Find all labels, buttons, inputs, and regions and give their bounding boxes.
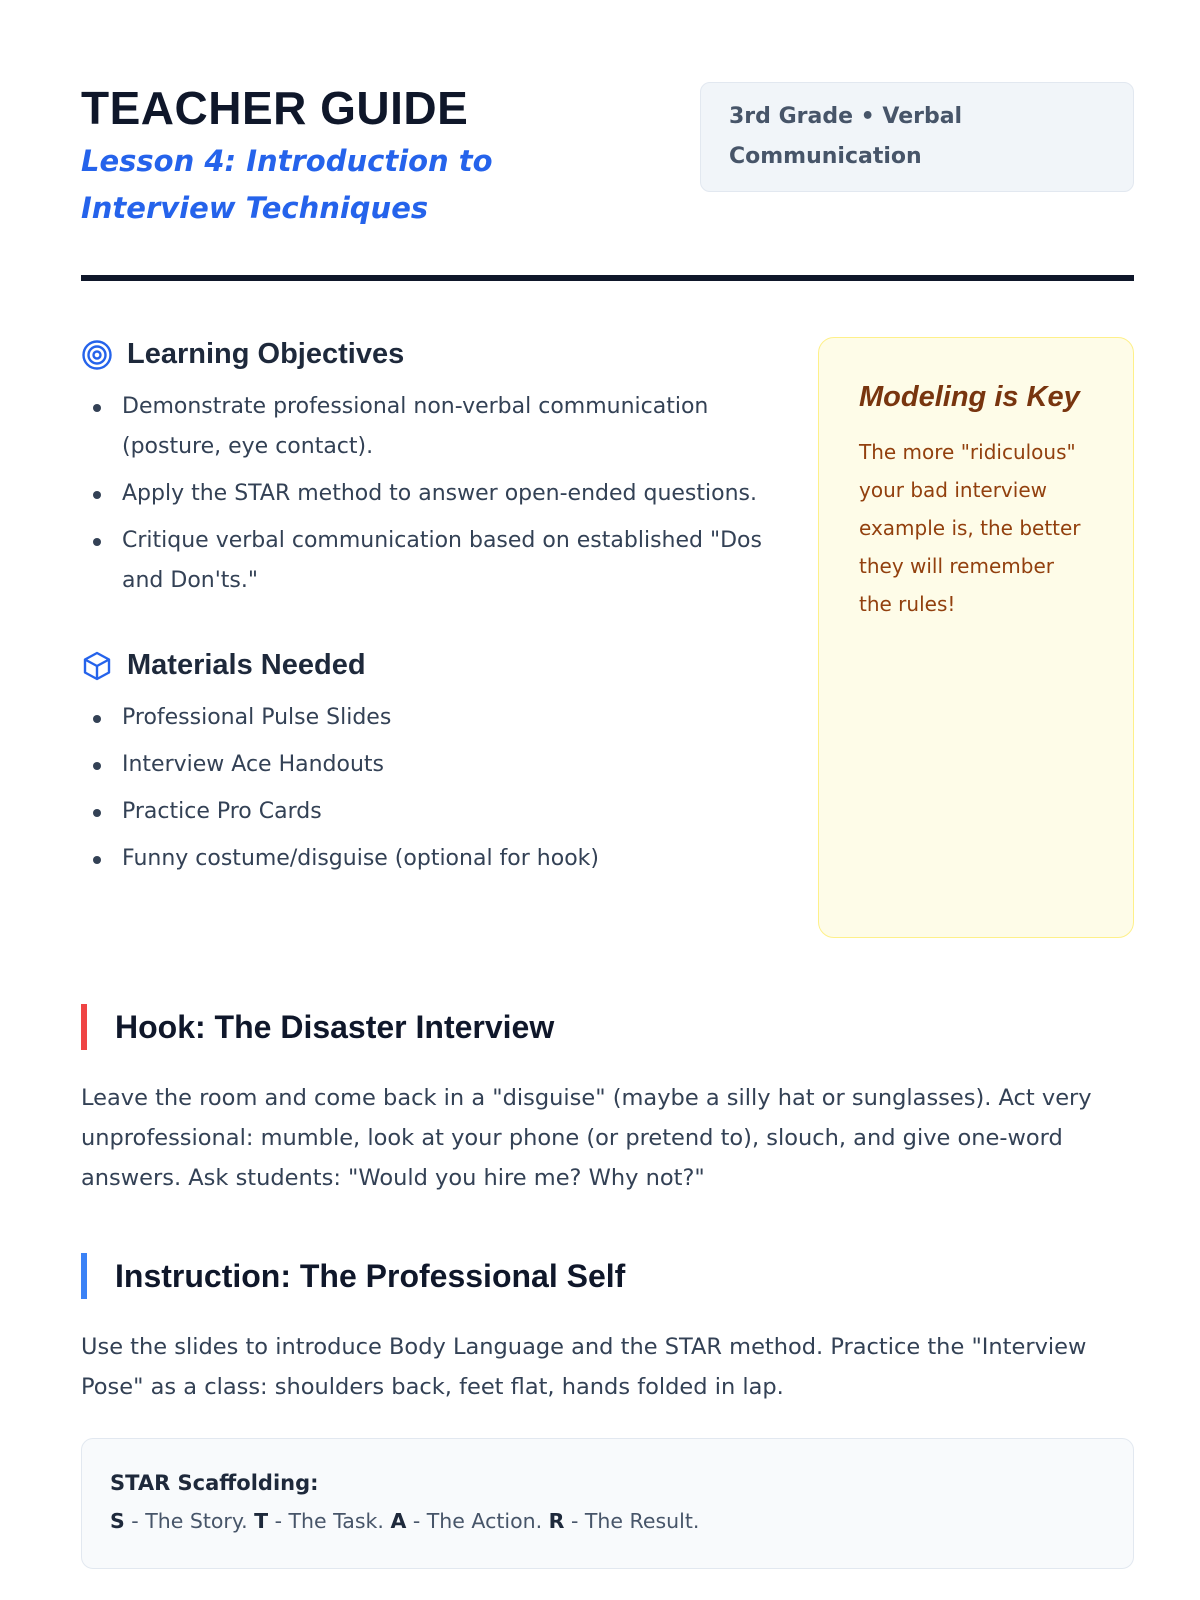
objectives-heading <box>81 338 781 371</box>
objectives-list <box>81 387 781 601</box>
hook-accent-bar <box>81 1004 87 1050</box>
star-step-r: - The Result. <box>564 1509 700 1533</box>
list-item: Interview Ace Handouts <box>81 745 781 785</box>
left-column <box>81 338 781 886</box>
star-scaffolding-box <box>81 1438 1134 1569</box>
star-letter-r: R <box>548 1509 565 1533</box>
target-icon <box>81 339 113 371</box>
grade-badge: 3rd Grade • Verbal Communication <box>700 82 1134 192</box>
instruction-section <box>81 1253 1134 1407</box>
materials-heading <box>81 649 781 682</box>
hook-section <box>81 1004 1134 1198</box>
star-step-t: - The Task. <box>268 1509 391 1533</box>
instruction-title: Instruction: The Professional Self <box>115 1257 626 1294</box>
materials-title: Materials Needed <box>127 649 366 681</box>
star-step-s: - The Story. <box>124 1509 255 1533</box>
box-icon <box>81 650 113 682</box>
list-item: Demonstrate professional non-verbal communication (posture, eye contact). <box>81 387 781 467</box>
instruction-accent-bar <box>81 1253 87 1299</box>
list-item: Practice Pro Cards <box>81 792 781 832</box>
objectives-title: Learning Objectives <box>127 338 405 370</box>
header-divider <box>81 275 1134 281</box>
star-steps <box>110 1501 1105 1541</box>
hook-title: Hook: The Disaster Interview <box>115 1008 555 1045</box>
star-letter-s: S <box>110 1509 125 1533</box>
lesson-subtitle: Lesson 4: Introduction to Interview Techniques <box>81 144 493 226</box>
list-item: Critique verbal communication based on established "Dos and Don'ts." <box>81 521 781 601</box>
list-item: Funny costume/disguise (optional for hook) <box>81 839 781 879</box>
instruction-text: Use the slides to introduce Body Language and the STAR method. Practice the "Interview Pose" as a class: shoulders back, feet flat, hands folded in lap. <box>81 1334 1087 1400</box>
page-title: TEACHER GUIDE <box>81 82 469 134</box>
tip-body: The more "ridiculous" your bad interview example is, the better they will remember the rules! <box>859 440 1081 616</box>
hook-heading <box>81 1004 1134 1050</box>
star-title: STAR Scaffolding: <box>110 1471 319 1495</box>
materials-list <box>81 698 781 879</box>
list-item: Professional Pulse Slides <box>81 698 781 738</box>
star-letter-t: T <box>254 1509 269 1533</box>
hook-text: Leave the room and come back in a "disguise" (maybe a silly hat or sunglasses). Act very unprofessional: mumble, look at your phone (or pretend to), slouch, and give one-word answers. Ask students: "Would you hire me? Why not?" <box>81 1085 1092 1191</box>
star-letter-a: A <box>390 1509 407 1533</box>
list-item: Apply the STAR method to answer open-ended questions. <box>81 474 781 514</box>
tip-title: Modeling is Key <box>859 381 1080 413</box>
tip-callout <box>818 337 1134 938</box>
page-header <box>81 84 1134 232</box>
instruction-heading <box>81 1253 1134 1299</box>
star-step-a: - The Action. <box>406 1509 549 1533</box>
